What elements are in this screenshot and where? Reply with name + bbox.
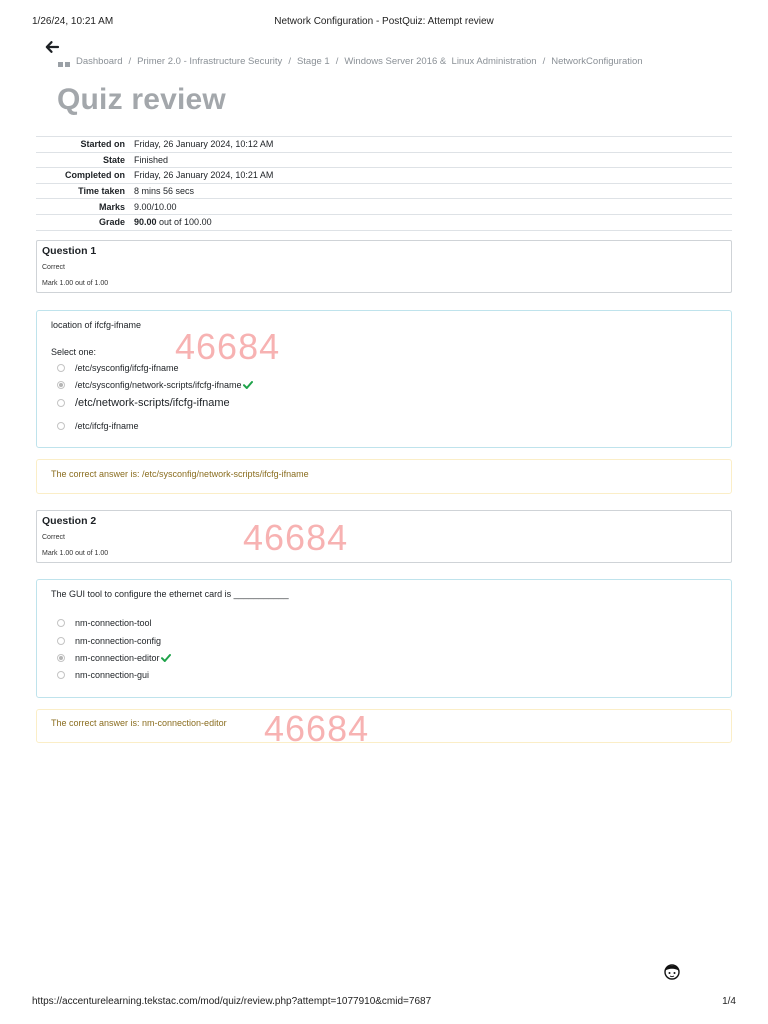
select-one-prompt: Select one: [51, 347, 97, 357]
summary-value: 8 mins 56 secs [134, 186, 195, 197]
question-state: Correct [42, 534, 65, 541]
radio-button-selected[interactable] [57, 654, 65, 662]
print-datetime: 1/26/24, 10:21 AM [32, 16, 114, 27]
breadcrumb-dashboard[interactable]: Dashboard [76, 56, 123, 67]
question-text: location of ifcfg-ifname [51, 320, 142, 330]
radio-button[interactable] [57, 399, 65, 407]
watermark: 46684 [175, 326, 281, 367]
answer-option[interactable] [57, 380, 253, 390]
question-number: Question 2 [42, 515, 97, 527]
question-content [36, 310, 732, 448]
option-label: nm-connection-gui [75, 670, 150, 680]
option-label: /etc/network-scripts/ifcfg-ifname [75, 397, 230, 409]
summary-label: Grade [98, 217, 125, 228]
home-icon [58, 57, 70, 67]
print-page-title: Network Configuration - PostQuiz: Attempt review [274, 16, 494, 27]
breadcrumb-course[interactable]: Primer 2.0 - Infrastructure Security [137, 56, 283, 67]
answer-option[interactable] [57, 618, 152, 628]
breadcrumb-separator: / [128, 56, 132, 67]
breadcrumb-separator: / [335, 56, 339, 67]
radio-button[interactable] [57, 619, 65, 627]
back-arrow-icon[interactable] [44, 39, 60, 55]
breadcrumb-activity[interactable]: NetworkConfiguration [551, 56, 643, 67]
summary-row [36, 199, 732, 215]
user-avatar-icon[interactable] [662, 961, 682, 981]
breadcrumb-separator: / [542, 56, 546, 67]
correct-answer-text: The correct answer is: nm-connection-editor [51, 718, 227, 728]
summary-row [36, 214, 732, 230]
print-page-number: 1/4 [722, 996, 736, 1007]
print-header [32, 16, 736, 30]
question-number: Question 1 [42, 245, 97, 257]
summary-row [36, 183, 732, 199]
summary-label: Time taken [78, 186, 125, 197]
answer-option[interactable] [57, 670, 149, 680]
option-label: nm-connection-tool [75, 618, 152, 628]
radio-button[interactable] [57, 364, 65, 372]
answer-option[interactable] [57, 636, 161, 646]
grade-value: 90.00 [134, 217, 157, 228]
question-state: Correct [42, 264, 65, 271]
option-label: /etc/sysconfig/ifcfg-ifname [75, 363, 179, 373]
checkmark-icon [161, 653, 171, 663]
summary-value: Friday, 26 January 2024, 10:21 AM [134, 170, 274, 181]
answer-option[interactable] [57, 363, 179, 373]
question-info [36, 510, 732, 563]
watermark: 46684 [264, 708, 370, 749]
summary-label: Started on [80, 139, 125, 150]
option-label: /etc/sysconfig/network-scripts/ifcfg-ifname [75, 380, 242, 390]
print-url: https://accenturelearning.tekstac.com/mod/quiz/review.php?attempt=1077910&cmid=7687 [32, 996, 432, 1007]
attempt-summary-table [36, 136, 732, 231]
summary-value [131, 214, 732, 230]
summary-value: 9.00/10.00 [134, 201, 177, 212]
radio-button[interactable] [57, 637, 65, 645]
correct-answer-feedback [36, 709, 732, 743]
summary-value: Finished [134, 154, 169, 165]
summary-row [36, 152, 732, 168]
summary-row [36, 137, 732, 153]
watermark: 46684 [243, 517, 349, 558]
radio-button[interactable] [57, 422, 65, 430]
option-label: /etc/ifcfg-ifname [75, 421, 139, 431]
checkmark-icon [243, 380, 253, 390]
summary-row [36, 168, 732, 184]
option-label: nm-connection-config [75, 636, 162, 646]
grade-out-of: out of 100.00 [156, 217, 212, 228]
answer-option[interactable] [57, 421, 139, 431]
question-grade: Mark 1.00 out of 1.00 [42, 280, 109, 287]
summary-label: Marks [98, 201, 125, 212]
summary-label: Completed on [65, 170, 125, 181]
breadcrumb-separator: / [288, 56, 291, 67]
option-label: nm-connection-editor [75, 653, 160, 663]
question-text: The GUI tool to configure the ethernet card is ___________ [51, 589, 289, 599]
breadcrumb-section[interactable]: Windows Server 2016 & Linux Administration [344, 56, 537, 67]
correct-answer-text: The correct answer is: /etc/sysconfig/network-scripts/ifcfg-ifname [51, 469, 309, 479]
answer-option[interactable] [57, 653, 171, 663]
radio-button[interactable] [57, 671, 65, 679]
radio-button-selected[interactable] [57, 381, 65, 389]
question-info [36, 240, 732, 293]
summary-label: State [102, 154, 125, 165]
summary-value: Friday, 26 January 2024, 10:12 AM [134, 139, 274, 150]
breadcrumb-stage[interactable]: Stage 1 [296, 56, 330, 67]
breadcrumb [58, 56, 643, 67]
correct-answer-feedback [36, 459, 732, 494]
question-content [36, 579, 732, 698]
answer-option[interactable] [57, 397, 230, 409]
question-grade: Mark 1.00 out of 1.00 [42, 550, 109, 557]
page-title: Quiz review [57, 83, 226, 116]
